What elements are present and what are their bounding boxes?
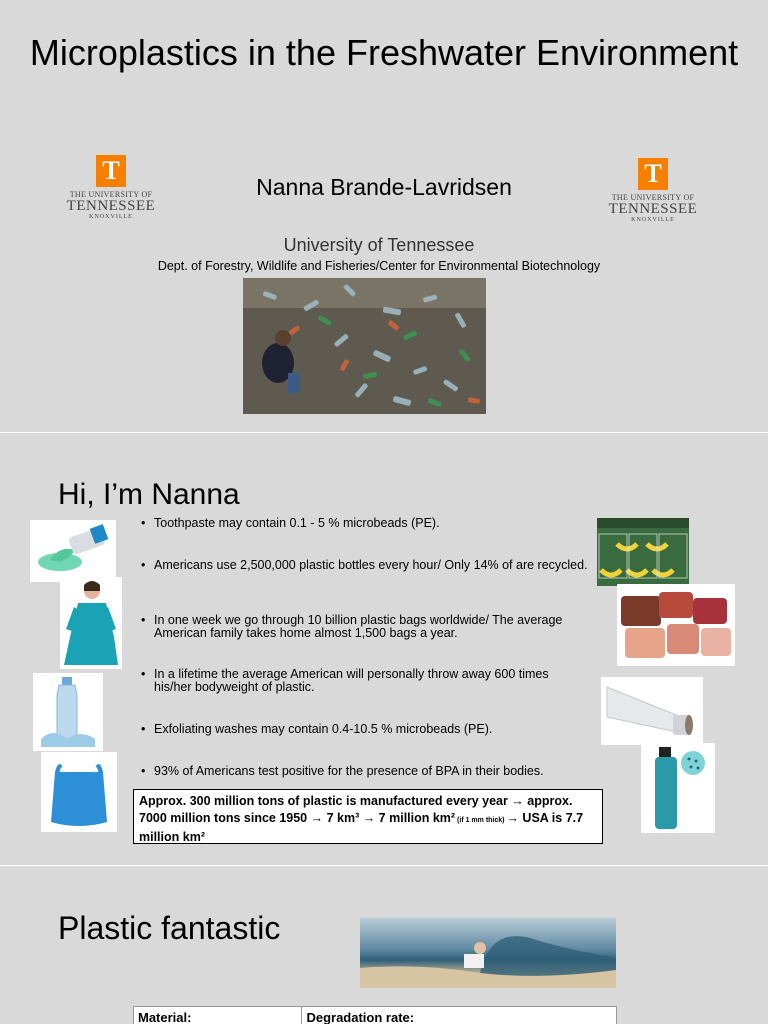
department-name: Dept. of Forestry, Wildlife and Fisheries/Center for Environmental Biotechnology	[157, 259, 601, 273]
material-column-header: Material:	[134, 1007, 302, 1024]
plastic-wrap-roll-image	[601, 677, 703, 745]
presentation-title: Microplastics in the Freshwater Environment	[29, 32, 739, 73]
plastic-bottles-photo	[243, 278, 486, 414]
wave-of-plastic-photo	[360, 918, 616, 988]
woman-in-plastic-dress-image	[60, 577, 122, 669]
plastic-bag-image	[41, 752, 117, 832]
ut-logo-left: T THE UNIVERSITY OF TENNESSEE KNOXVILLE	[66, 156, 156, 220]
list-item: • 93% of Americans test positive for the presence of BPA in their bodies.	[138, 765, 588, 778]
exfoliating-wash-bottle-image	[641, 743, 715, 833]
title-slide	[0, 0, 768, 432]
plastic-bottle-image	[33, 673, 103, 751]
slide-title: Hi, I’m Nanna	[58, 478, 240, 511]
packaged-meat-image	[617, 584, 735, 666]
slide-title: Plastic fantastic	[58, 910, 281, 946]
plastic-production-factbox: Approx. 300 million tons of plastic is manufactured every year → approx. 7000 million tons since 1950 → 7 km³ → 7 million km² (if 1 mm thick) → USA is 7.7 million km²	[133, 789, 603, 844]
list-item: • Exfoliating washes may contain 0.4-10.5 % microbeads (PE).	[138, 723, 588, 736]
list-item: • In one week we go through 10 billion plastic bags worldwide/ The average American family takes home almost 1,500 bags a year.	[138, 614, 588, 640]
packaged-bananas-image	[597, 518, 689, 586]
intro-slide	[0, 433, 768, 865]
university-name: University of Tennessee	[283, 235, 475, 255]
degradation-table	[133, 1006, 617, 1024]
author-name: Nanna Brande-Lavridsen	[256, 174, 512, 200]
plastic-fantastic-slide	[0, 866, 768, 1024]
table-header-row	[134, 1007, 617, 1024]
list-item: • Americans use 2,500,000 plastic bottles every hour/ Only 14% of are recycled.	[138, 559, 588, 572]
ut-t-icon: T	[638, 158, 668, 190]
degradation-column-header: Degradation rate:	[302, 1007, 617, 1024]
ut-t-icon: T	[96, 155, 126, 187]
list-item: • In a lifetime the average American will personally throw away 600 times his/her bodyweight of plastic.	[138, 668, 588, 694]
list-item: • Toothpaste may contain 0.1 - 5 % microbeads (PE).	[138, 517, 588, 530]
toothpaste-image	[30, 520, 116, 582]
ut-logo-right: T THE UNIVERSITY OF TENNESSEE KNOXVILLE	[608, 159, 698, 223]
